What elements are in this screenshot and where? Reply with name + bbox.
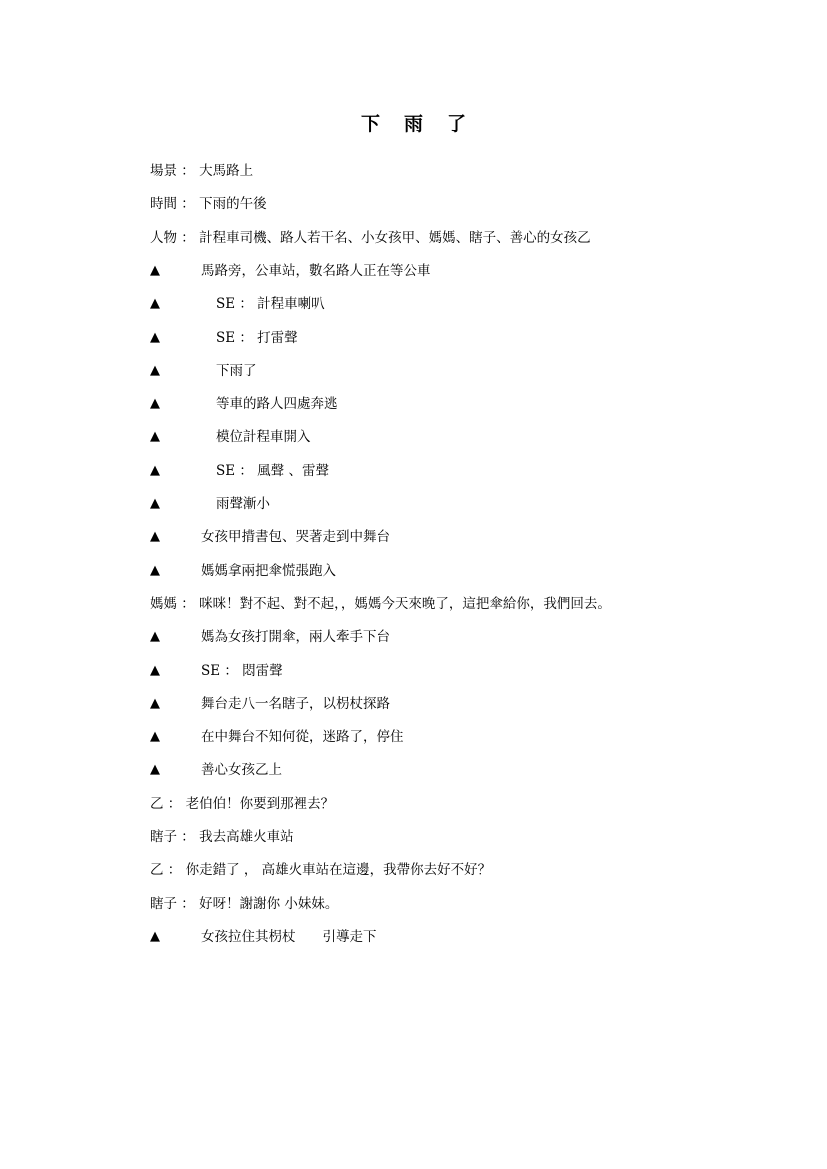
- triangle-marker-icon: ▲: [150, 496, 160, 511]
- triangle-marker-icon: ▲: [150, 729, 160, 744]
- title-char: 下: [360, 113, 380, 135]
- line-text: 乙 ： 老伯伯！你要到那裡去？: [150, 796, 335, 812]
- direction-text: SE ： 計程車喇叭: [216, 296, 325, 312]
- direction-text: 善心女孩乙上: [201, 762, 282, 778]
- line-text: 瞎子 ： 好呀！謝謝你 小妹妹。: [150, 896, 339, 912]
- direction-text: 女孩拉住其枴杖 引導走下: [201, 929, 377, 945]
- page-title: [0, 109, 827, 136]
- triangle-marker-icon: ▲: [150, 463, 160, 478]
- direction-text: 在中舞台不知何從，迷路了，停住: [201, 729, 404, 745]
- triangle-marker-icon: ▲: [150, 529, 160, 544]
- triangle-marker-icon: ▲: [150, 663, 160, 678]
- triangle-marker-icon: ▲: [150, 929, 160, 944]
- line-text: 場景 ： 大馬路上: [150, 163, 254, 179]
- line-text: 乙 ： 你走錯了 ， 高雄火車站在這邊，我帶你去好不好？: [150, 862, 492, 878]
- direction-text: 雨聲漸小: [216, 496, 270, 512]
- triangle-marker-icon: ▲: [150, 296, 160, 311]
- triangle-marker-icon: ▲: [150, 429, 160, 444]
- direction-text: 等車的路人四處奔逃: [216, 396, 338, 412]
- line-text: 時間 ： 下雨的午後: [150, 196, 267, 212]
- direction-text: 馬路旁，公車站，數名路人正在等公車: [201, 263, 431, 279]
- direction-text: 女孩甲揹書包、哭著走到中舞台: [201, 529, 390, 545]
- triangle-marker-icon: ▲: [150, 696, 160, 711]
- triangle-marker-icon: ▲: [150, 330, 160, 345]
- title-char: 雨: [403, 113, 423, 135]
- line-text: 瞎子 ： 我去高雄火車站: [150, 829, 294, 845]
- triangle-marker-icon: ▲: [150, 263, 160, 278]
- triangle-marker-icon: ▲: [150, 396, 160, 411]
- direction-text: 媽媽拿兩把傘慌張跑入: [201, 563, 336, 579]
- triangle-marker-icon: ▲: [150, 363, 160, 378]
- direction-text: SE ： 風聲 、雷聲: [216, 463, 329, 479]
- direction-text: SE ： 打雷聲: [216, 330, 298, 346]
- title-char: 了: [447, 113, 467, 135]
- line-text: 媽媽 ： 咪咪！對不起、對不起，，媽媽今天來晚了，這把傘給你，我們回去。: [150, 596, 611, 612]
- direction-text: SE ： 悶雷聲: [201, 663, 283, 679]
- triangle-marker-icon: ▲: [150, 563, 160, 578]
- direction-text: 舞台走八一名瞎子，以枴杖探路: [201, 696, 390, 712]
- direction-text: 媽為女孩打開傘，兩人牽手下台: [201, 629, 390, 645]
- triangle-marker-icon: ▲: [150, 762, 160, 777]
- direction-text: 下雨了: [216, 363, 257, 379]
- triangle-marker-icon: ▲: [150, 629, 160, 644]
- line-text: 人物 ： 計程車司機、路人若干名、小女孩甲、媽媽、瞎子、善心的女孩乙: [150, 230, 591, 246]
- direction-text: 模位計程車開入: [216, 429, 311, 445]
